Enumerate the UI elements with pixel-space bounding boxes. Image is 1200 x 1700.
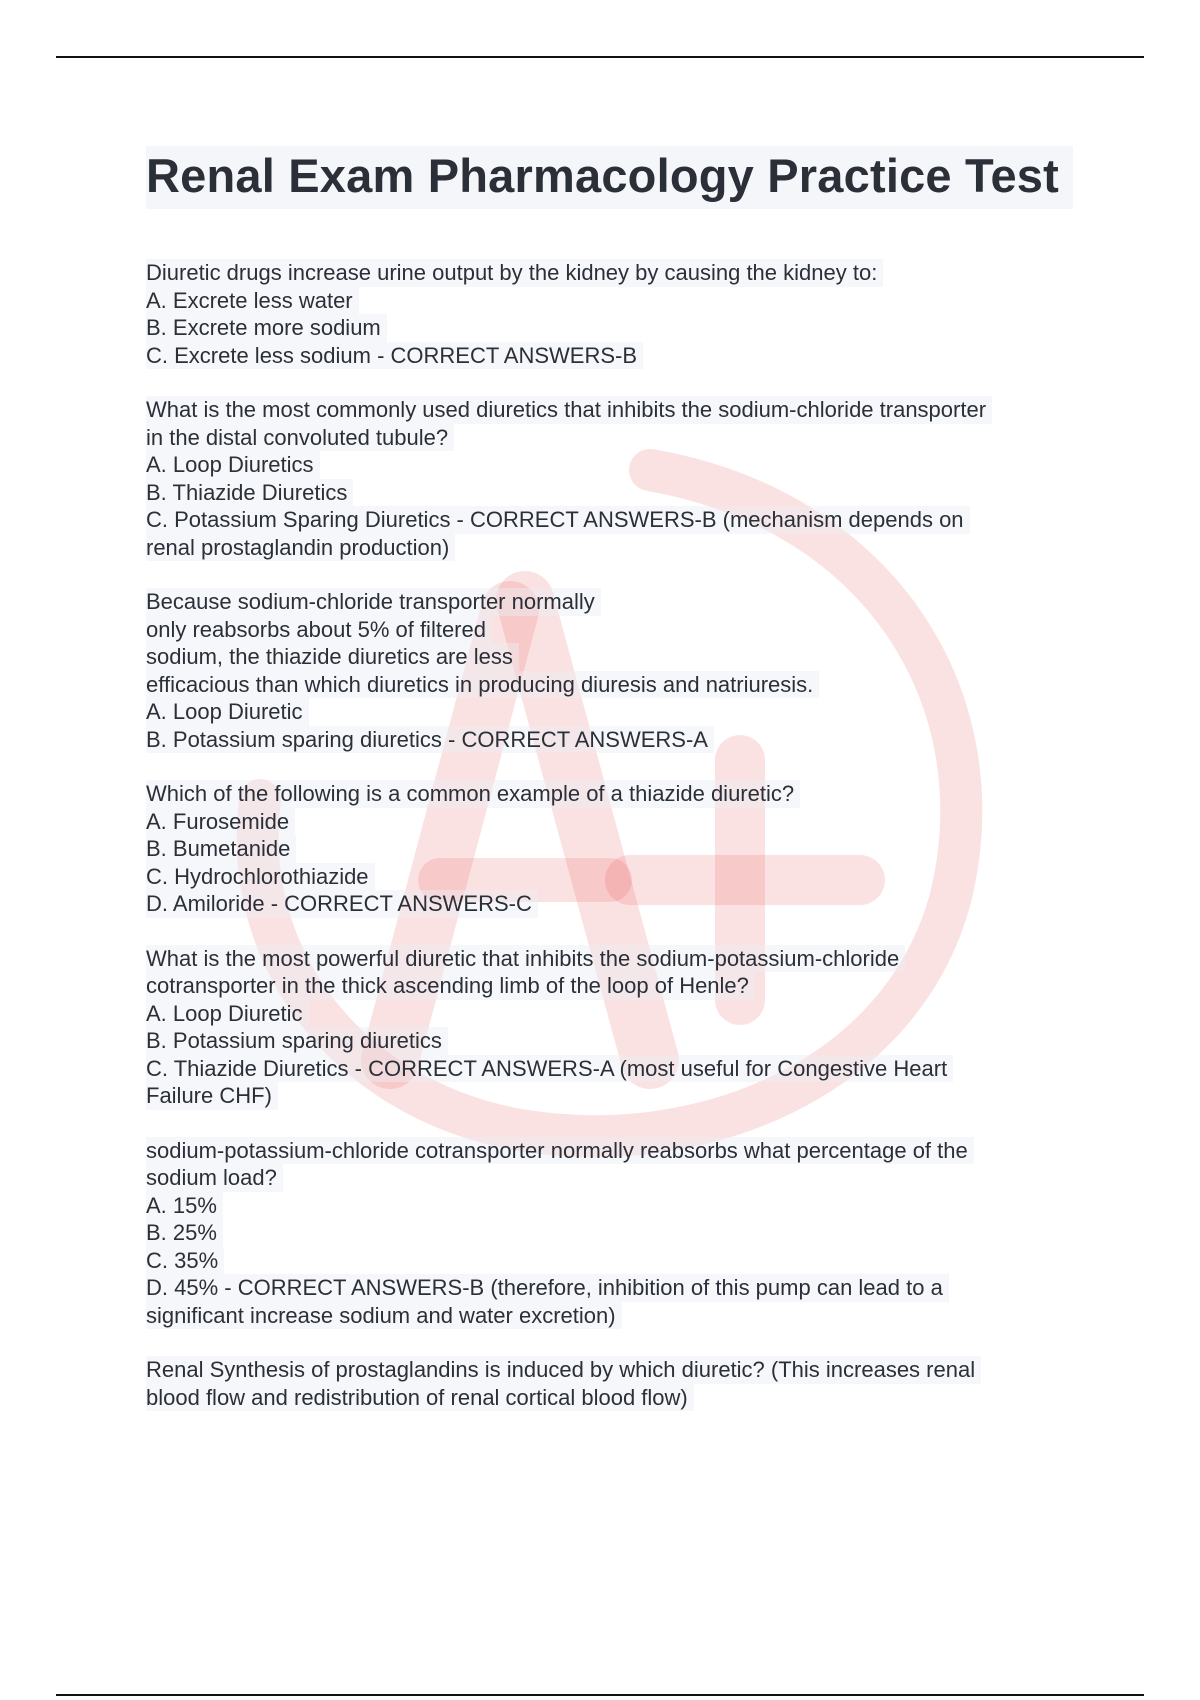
page-title: Renal Exam Pharmacology Practice Test bbox=[146, 146, 1073, 209]
answer-option: A. 15% bbox=[146, 1192, 223, 1220]
question-text: What is the most commonly used diuretics that inhibits the sodium-chloride transporter bbox=[146, 396, 992, 424]
question-text: efficacious than which diuretics in producing diuresis and natriuresis. bbox=[146, 671, 819, 699]
answer-option-with-key: C. Excrete less sodium - CORRECT ANSWERS-B bbox=[146, 342, 643, 370]
document-body bbox=[146, 146, 1096, 1438]
answer-option-with-key: D. 45% - CORRECT ANSWERS-B (therefore, inhibition of this pump can lead to a bbox=[146, 1274, 949, 1302]
question-block bbox=[146, 1356, 1096, 1411]
answer-option: B. 25% bbox=[146, 1219, 223, 1247]
answer-note: significant increase sodium and water excretion) bbox=[146, 1302, 622, 1330]
answer-option: A. Excrete less water bbox=[146, 287, 359, 315]
question-text: sodium, the thiazide diuretics are less bbox=[146, 643, 519, 671]
answer-option: B. Excrete more sodium bbox=[146, 314, 387, 342]
question-text: What is the most powerful diuretic that inhibits the sodium-potassium-chloride bbox=[146, 945, 905, 973]
bottom-rule bbox=[56, 1694, 1144, 1696]
question-text: Which of the following is a common example of a thiazide diuretic? bbox=[146, 780, 800, 808]
question-list bbox=[146, 259, 1096, 1411]
question-block bbox=[146, 396, 1096, 561]
top-rule bbox=[56, 56, 1144, 58]
question-block bbox=[146, 588, 1096, 753]
answer-option: A. Loop Diuretic bbox=[146, 1000, 309, 1028]
question-text: sodium-potassium-chloride cotransporter normally reabsorbs what percentage of the bbox=[146, 1137, 974, 1165]
answer-option: A. Furosemide bbox=[146, 808, 295, 836]
question-text: blood flow and redistribution of renal cortical blood flow) bbox=[146, 1384, 694, 1412]
answer-option: C. Hydrochlorothiazide bbox=[146, 863, 375, 891]
question-block bbox=[146, 945, 1096, 1110]
answer-option-with-key: B. Potassium sparing diuretics - CORRECT ANSWERS-A bbox=[146, 726, 714, 754]
answer-note: Failure CHF) bbox=[146, 1082, 278, 1110]
answer-option: B. Thiazide Diuretics bbox=[146, 479, 353, 507]
question-block bbox=[146, 1137, 1096, 1330]
answer-option: B. Bumetanide bbox=[146, 835, 296, 863]
question-text: Renal Synthesis of prostaglandins is induced by which diuretic? (This increases renal bbox=[146, 1356, 981, 1384]
question-text: cotransporter in the thick ascending limb of the loop of Henle? bbox=[146, 972, 755, 1000]
answer-option-with-key: C. Thiazide Diuretics - CORRECT ANSWERS-A (most useful for Congestive Heart bbox=[146, 1055, 953, 1083]
question-text: in the distal convoluted tubule? bbox=[146, 424, 454, 452]
question-text: sodium load? bbox=[146, 1164, 283, 1192]
answer-option: B. Potassium sparing diuretics bbox=[146, 1027, 448, 1055]
question-text: Diuretic drugs increase urine output by the kidney by causing the kidney to: bbox=[146, 259, 883, 287]
answer-option-with-key: D. Amiloride - CORRECT ANSWERS-C bbox=[146, 890, 538, 918]
question-text: Because sodium-chloride transporter normally bbox=[146, 588, 601, 616]
answer-option: A. Loop Diuretic bbox=[146, 698, 309, 726]
answer-option-with-key: C. Potassium Sparing Diuretics - CORRECT ANSWERS-B (mechanism depends on bbox=[146, 506, 970, 534]
answer-option: C. 35% bbox=[146, 1247, 224, 1275]
question-text: only reabsorbs about 5% of filtered bbox=[146, 616, 492, 644]
answer-option: A. Loop Diuretics bbox=[146, 451, 320, 479]
answer-note: renal prostaglandin production) bbox=[146, 534, 455, 562]
question-block bbox=[146, 780, 1096, 918]
question-block bbox=[146, 259, 1096, 369]
